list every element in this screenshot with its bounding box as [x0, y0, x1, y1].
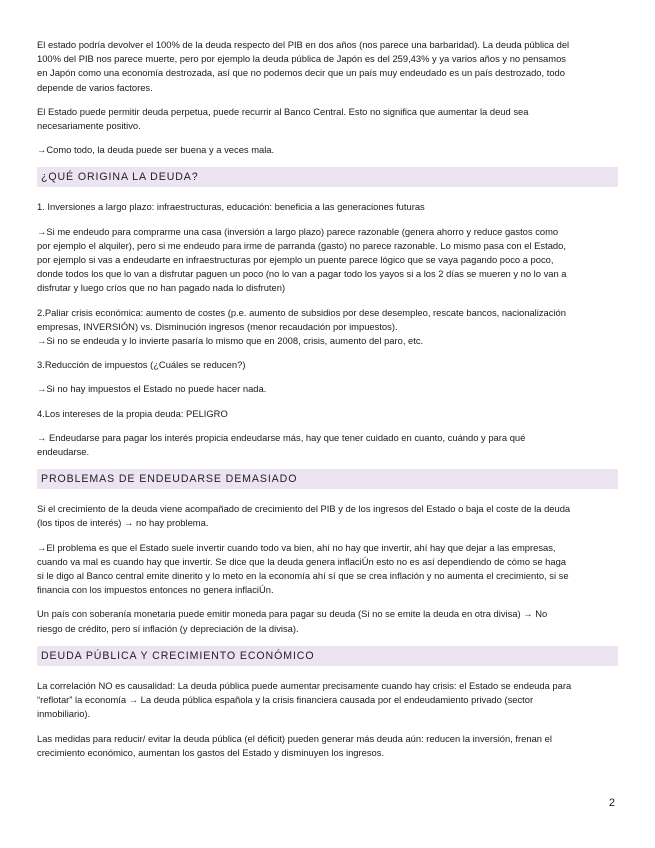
paragraph-line: crecimiento económico, aumentan los gastos del Estado y disminuyen los ingresos. — [37, 746, 385, 758]
paragraph-line: →Si no hay impuestos el Estado no puede hacer nada. — [37, 383, 267, 395]
paragraph — [37, 431, 618, 459]
paragraph-line: disfrutar y luego críos que no han pagado nada lo disfruten) — [37, 282, 286, 294]
paragraph — [37, 306, 618, 349]
paragraph — [37, 38, 618, 95]
paragraph-line: endeudarse. — [37, 446, 90, 458]
page-number: 2 — [608, 797, 615, 809]
paragraph-line: Las medidas para reducir/ evitar la deuda pública (el déficit) pueden generar más deuda aún: reducen la inversión, frenan el — [37, 732, 552, 744]
paragraph — [37, 607, 618, 635]
paragraph-line: →El problema es que el Estado suele invertir cuando todo va bien, ahí no hay que invertir, ahí hay que dejar a las empresas, — [37, 541, 556, 553]
paragraph-line: en Japón como una economía destrozada, así que no podemos decir que un país muy endeudado es un país destrozado, todo — [37, 67, 565, 79]
paragraph-line: Si el crecimiento de la deuda viene acompañado de crecimiento del PIB y de los ingresos del Estado o baja el coste de la deuda — [37, 503, 571, 515]
paragraph-line: El estado podría devolver el 100% de la deuda respecto del PIB en dos años (nos parece una barbaridad). La deuda pública del — [37, 39, 570, 50]
paragraph-line: empresas, INVERSIÓN) vs. Disminución ingresos (menor recaudación por impuestos). — [37, 320, 398, 332]
paragraph-line: →Si me endeudo para comprarme una casa (inversión a largo plazo) parece razonable (genera ahorro y reduce gastos como — [37, 225, 559, 237]
paragraph — [37, 143, 618, 157]
section-heading: ¿QUÉ ORIGINA LA DEUDA? — [37, 167, 618, 187]
paragraph-line: financia con los impuestos entonces no genera inflaciÚn. — [37, 584, 274, 596]
paragraph — [37, 358, 618, 372]
paragraph — [37, 541, 618, 598]
paragraph — [37, 407, 618, 421]
paragraph-line: 3.Reducción de impuestos (¿Cuáles se reducen?) — [37, 359, 246, 371]
paragraph — [37, 200, 618, 214]
paragraph — [37, 679, 618, 722]
page-content — [37, 38, 618, 760]
paragraph-line: cuando va mal es cuando hay que invertir. Se dice que la deuda genera inflaciÚn esto no es así dependiendo de cómo se haga — [37, 555, 567, 567]
paragraph-line: necesariamente positivo. — [37, 120, 141, 132]
paragraph-line: La correlación NO es causalidad: La deuda pública puede aumentar precisamente cuando hay crisis: el Estado se endeuda para — [37, 679, 572, 691]
paragraph-line: depende de varios factores. — [37, 81, 153, 93]
paragraph — [37, 732, 618, 760]
paragraph-line: “reflotar” la economía → La deuda pública española y la crisis financiera causada por el endeudamiento privado (sector — [37, 694, 534, 706]
paragraph — [37, 502, 618, 530]
paragraph-line: (los tipos de interés) → no hay problema. — [37, 517, 209, 529]
paragraph-line: 1. Inversiones a largo plazo: infraestructuras, educación: beneficia a las generaciones futuras — [37, 201, 425, 213]
paragraph-line: 100% del PIB nos parece muerte, pero por ejemplo la deuda pública de Japón es del 259,43% y ya varios años y no pensamos — [37, 53, 566, 65]
paragraph-line: por ejemplo el alquiler), pero si me endeudo para irme de parranda (gasto) no parece razonable. Lo mismo pasa con el Estado, — [37, 239, 566, 251]
paragraph-line: 2.Paliar crisis económica: aumento de costes (p.e. aumento de subsidios por dese desempleo, rescate bancos, nacionalización — [37, 306, 566, 318]
section-heading: PROBLEMAS DE ENDEUDARSE DEMASIADO — [37, 469, 618, 489]
paragraph — [37, 105, 618, 133]
paragraph-line: inmobiliario). — [37, 708, 91, 720]
section-heading: DEUDA PÚBLICA Y CRECIMIENTO ECONÓMICO — [37, 646, 618, 666]
paragraph-line: si le digo al Banco central emite dinerito y lo meto en la economía ahí sí que se crea inflación y no aumenta el crecimiento, si se — [37, 570, 569, 582]
paragraph-line: riesgo de crédito, pero sí inflación (y depreciación de la divisa). — [37, 622, 299, 634]
paragraph-line: →Si no se endeuda y lo invierte pasaría lo mismo que en 2008, crisis, aumento del paro, etc. — [37, 335, 424, 347]
paragraph-line: por ejemplo si vas a endeudarte en infraestructuras por ejemplo un puente parece lógico que se vaya pagando poco a poco, — [37, 254, 554, 266]
paragraph-line: Un país con soberanía monetaria puede emitir moneda para pagar su deuda (Si no se emite la deuda en otra divisa) → No — [37, 608, 548, 620]
paragraph — [37, 382, 618, 396]
paragraph-line: → Endeudarse para pagar los interés propicia endeudarse más, hay que tener cuidado en cuanto, cuándo y para qué — [37, 431, 526, 443]
paragraph — [37, 225, 618, 296]
paragraph-line: El Estado puede permitir deuda perpetua, puede recurrir al Banco Central. Esto no significa que aumentar la deud sea — [37, 105, 529, 117]
paragraph-line: donde todos los que lo van a disfrutar paguen un poco (no lo van a pagar todo los yayos si a los 2 días se mueren y no lo van a — [37, 268, 567, 280]
paragraph-line: 4.Los intereses de la propia deuda: PELIGRO — [37, 407, 228, 419]
paragraph-line: →Como todo, la deuda puede ser buena y a veces mala. — [37, 144, 275, 156]
